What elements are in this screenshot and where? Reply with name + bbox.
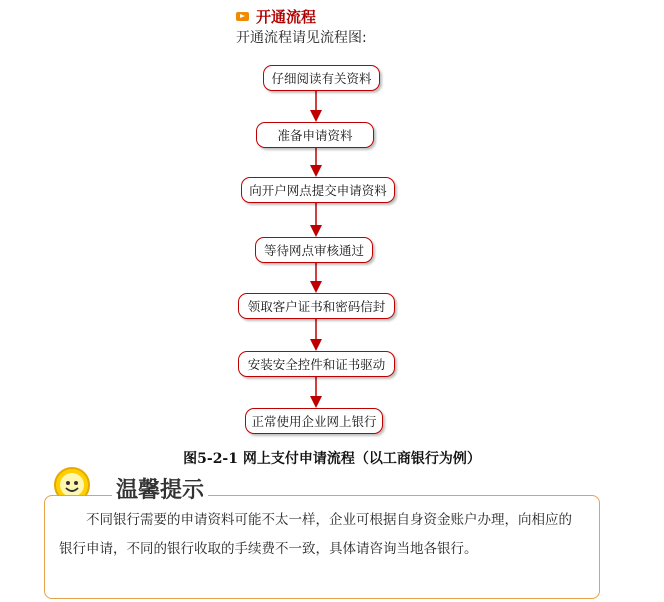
flow-step-collect-certificate: 领取客户证书和密码信封: [238, 293, 395, 319]
flow-step-install-controls: 安装安全控件和证书驱动: [238, 351, 395, 377]
flow-step-start-using: 正常使用企业网上银行: [245, 408, 383, 434]
tip-box: [44, 495, 600, 599]
flow-step-prepare-materials: 准备申请资料: [256, 122, 374, 148]
flow-step-submit-application: 向开户网点提交申请资料: [241, 177, 395, 203]
tip-title: 温馨提示: [112, 473, 208, 504]
figure-caption: 图5-2-1 网上支付申请流程（以工商银行为例）: [183, 451, 481, 467]
flow-step-await-approval: 等待网点审核通过: [255, 237, 373, 263]
intro-text: 开通流程请见流程图:: [236, 30, 367, 46]
tip-text: 不同银行需要的申请资料可能不太一样，企业可根据自身资金账户办理，向相应的银行申请，不同的银行收取的手续费不一致，具体请咨询当地各银行。: [59, 512, 572, 557]
flow-step-read-materials: 仔细阅读有关资料: [263, 65, 380, 91]
section-title: 开通流程: [256, 8, 317, 26]
